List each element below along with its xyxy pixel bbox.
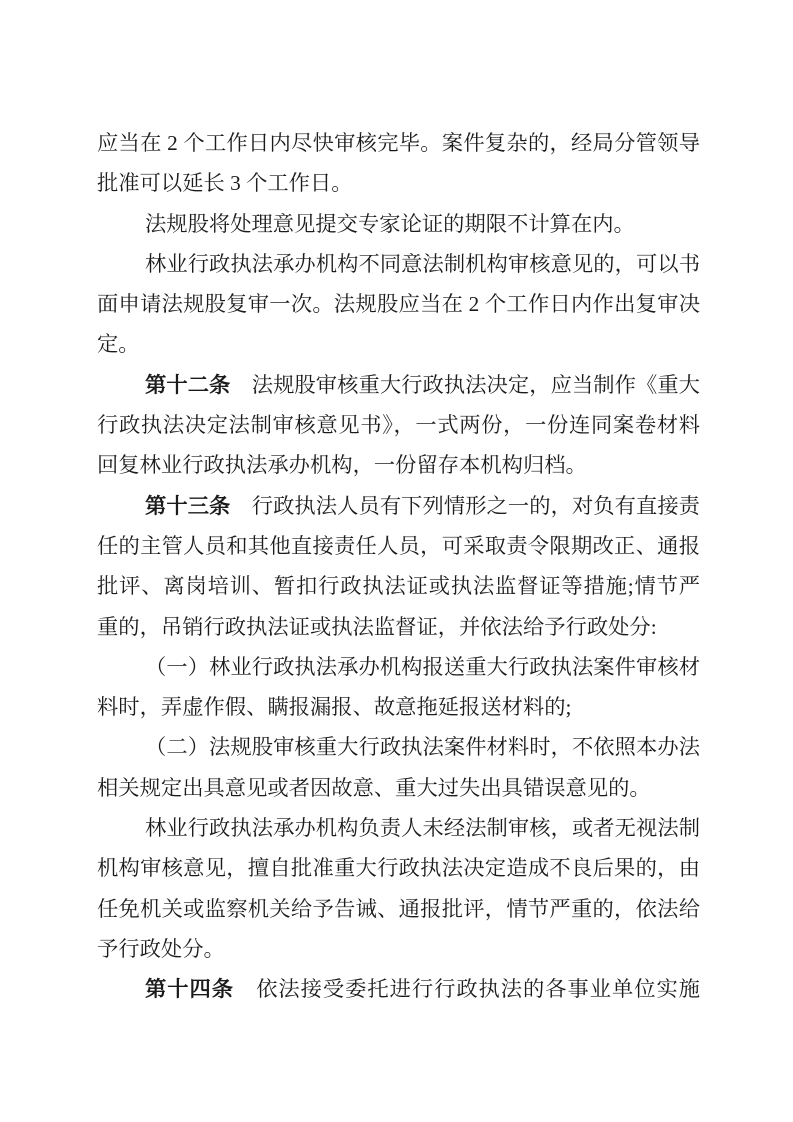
text-block (97, 123, 700, 1010)
text-line (97, 405, 700, 445)
text-line (97, 566, 700, 606)
text-line (97, 204, 700, 244)
body-text: 任的主管人员和其他直接责任人员，可采取责令限期改正、通报 (97, 533, 700, 558)
text-line (97, 969, 700, 1009)
body-text: 重的，吊销行政执法证或执法监督证，并依法给予行政处分: (97, 614, 657, 639)
text-line (97, 163, 700, 203)
text-line (97, 768, 700, 808)
text-line (97, 647, 700, 687)
body-text: 机构审核意见，擅自批准重大行政执法决定造成不良后果的，由 (97, 856, 700, 881)
text-line (97, 324, 700, 364)
body-text: 行政执法人员有下列情形之一的，对负有直接责 (230, 493, 700, 518)
body-text: 料时，弄虚作假、瞒报漏报、故意拖延报送材料的; (97, 695, 572, 720)
body-text: 回复林业行政执法承办机构，一份留存本机构归档。 (97, 453, 587, 478)
text-line (97, 365, 700, 405)
para-expert-review (97, 204, 700, 244)
body-text: 林业行政执法承办机构不同意法制机构审核意见的，可以书 (145, 251, 700, 276)
text-line (97, 929, 700, 969)
body-text: 面申请法规股复审一次。法规股应当在 2 个工作日内作出复审决 (97, 292, 700, 317)
text-line (97, 808, 700, 848)
body-text: 定。 (97, 332, 140, 357)
body-text: 批评、离岗培训、暂扣行政执法证或执法监督证等措施;情节严 (97, 574, 700, 599)
text-line (97, 889, 700, 929)
text-line (97, 526, 700, 566)
body-text: 依法接受委托进行行政执法的各事业单位实施 (233, 977, 700, 1002)
body-text: （一）林业行政执法承办机构报送重大行政执法案件审核材 (145, 654, 700, 679)
article-number-label: 第十二条 (145, 372, 231, 397)
para-item-1 (97, 647, 700, 728)
body-text: （二）法规股审核重大行政执法案件材料时，不依照本办法 (145, 735, 700, 760)
para-continuation (97, 123, 700, 204)
article-number-label: 第十四条 (145, 977, 234, 1002)
body-text: 行政执法决定法制审核意见书》，一式两份，一份连同案卷材料 (97, 413, 700, 438)
para-article-12 (97, 365, 700, 486)
text-line (97, 486, 700, 526)
text-line (97, 123, 700, 163)
body-text: 相关规定出具意见或者因故意、重大过失出具错误意见的。 (97, 775, 651, 800)
body-text: 应当在 2 个工作日内尽快审核完毕。案件复杂的，经局分管领导 (97, 131, 700, 155)
body-text: 予行政处分。 (97, 936, 225, 961)
text-line (97, 687, 700, 727)
article-number-label: 第十三条 (145, 493, 231, 518)
para-reexamination (97, 244, 700, 365)
body-text: 批准可以延长 3 个工作日。 (97, 171, 353, 196)
text-line (97, 727, 700, 767)
para-article-14 (97, 969, 700, 1009)
text-line (97, 607, 700, 647)
para-article-13 (97, 486, 700, 647)
body-text: 法规股审核重大行政执法决定，应当制作《重大 (230, 372, 700, 397)
body-text: 法规股将处理意见提交专家论证的期限不计算在内。 (145, 211, 635, 236)
para-item-2 (97, 727, 700, 808)
text-line (97, 445, 700, 485)
text-line (97, 284, 700, 324)
body-text: 任免机关或监察机关给予告诫、通报批评，情节严重的，依法给 (97, 896, 700, 921)
body-text: 林业行政执法承办机构负责人未经法制审核，或者无视法制 (145, 816, 700, 841)
text-line (97, 848, 700, 888)
para-responsible-person (97, 808, 700, 969)
text-line (97, 244, 700, 284)
